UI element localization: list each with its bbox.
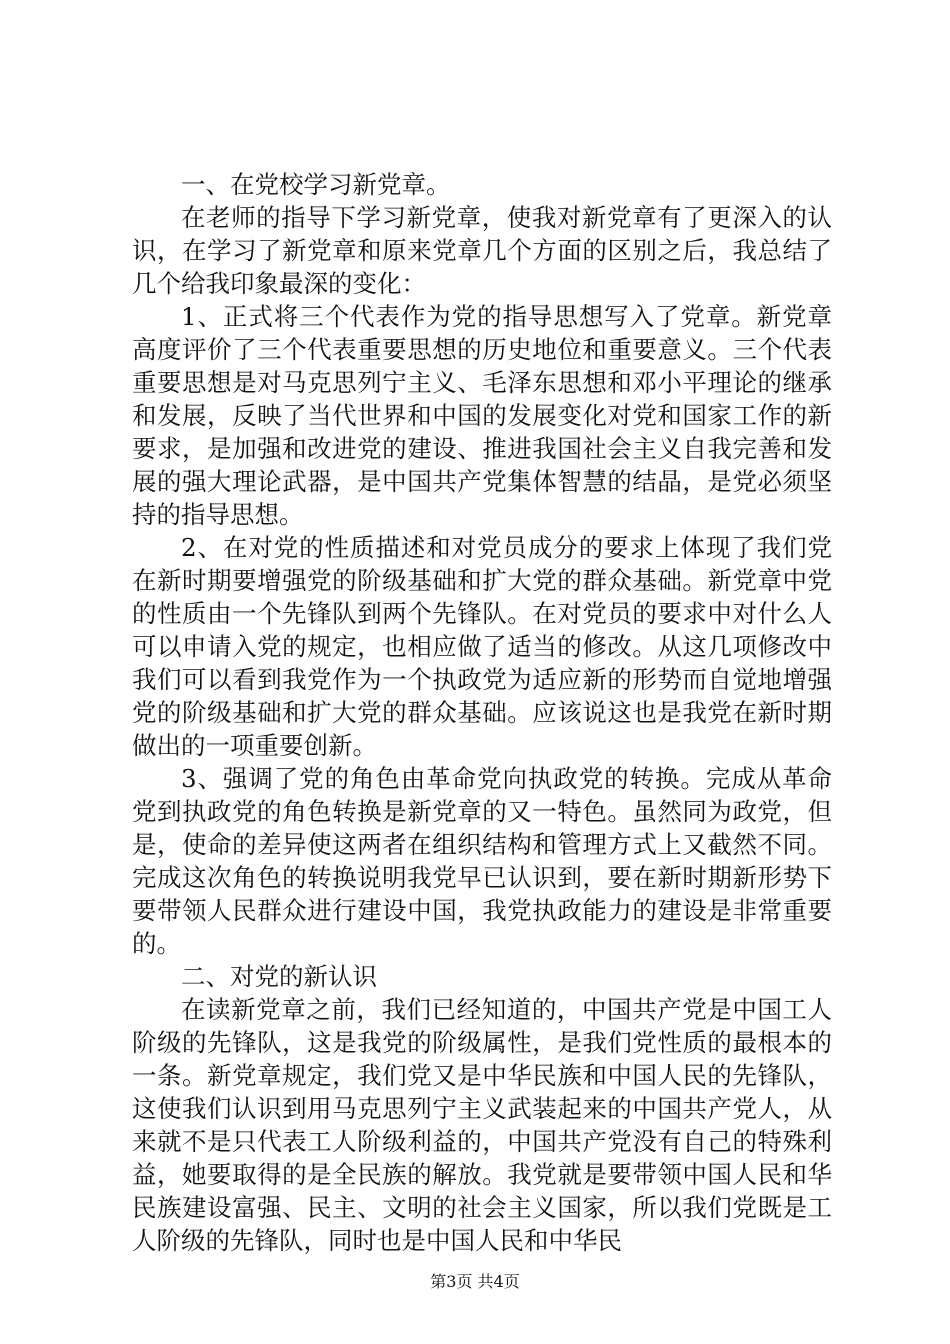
section-heading-1: 一、在党校学习新党章。 [181, 170, 451, 199]
section-heading-2: 二、对党的新认识 [181, 962, 377, 991]
body-paragraph: 在读新党章之前，我们已经知道的，中国共产党是中国工人阶级的先锋队，这是我党的阶级属性，是我们党性质的最根本的一条。新党章规定，我们党又是中华民族和中国人民的先锋队，这使我们认识到用马克思列宁主义武装起来的中国共产党人，从来就不是只代表工人阶级利益的，中国共产党没有自己的特殊利益，她要取得的是全民族的解放。我党就是要带领中国人民和华民族建设富强、民主、文明的社会主义国家，所以我们党既是工人阶级的先锋队，同时也是中国人民和中华民 [132, 995, 832, 1255]
body-paragraph: 在老师的指导下学习新党章，使我对新党章有了更深入的认识，在学习了新党章和原来党章几个方面的区别之后，我总结了几个给我印象最深的变化： [132, 203, 832, 298]
body-paragraph: 3、强调了党的角色由革命党向执政党的转换。完成从革命党到执政党的角色转换是新党章的又一特色。虽然同为政党，但是，使命的差异使这两者在组织结构和管理方式上又截然不同。完成这次角色的转换说明我党早已认识到，要在新时期新形势下要带领人民群众进行建设中国，我党执政能力的建设是非常重要的。 [132, 764, 832, 958]
body-paragraph: 1、正式将三个代表作为党的指导思想写入了党章。新党章高度评价了三个代表重要思想的历史地位和重要意义。三个代表重要思想是对马克思列宁主义、毛泽东思想和邓小平理论的继承和发展，反映了当代世界和中国的发展变化对党和国家工作的新要求，是加强和改进党的建设、推进我国社会主义自我完善和发展的强大理论武器，是中国共产党集体智慧的结晶，是党必须坚持的指导思想。 [132, 302, 832, 529]
body-paragraph: 2、在对党的性质描述和对党员成分的要求上体现了我们党在新时期要增强党的阶级基础和扩大党的群众基础。新党章中党的性质由一个先锋队到两个先锋队。在对党员的要求中对什么人可以申请入党的规定，也相应做了适当的修改。从这几项修改中我们可以看到我党作为一个执政党为适应新的形势而自觉地增强党的阶级基础和扩大党的群众基础。应该说这也是我党在新时期做出的一项重要创新。 [132, 533, 832, 760]
document-body [132, 168, 832, 1257]
page-number-footer: 第3页 共4页 [430, 1272, 520, 1291]
